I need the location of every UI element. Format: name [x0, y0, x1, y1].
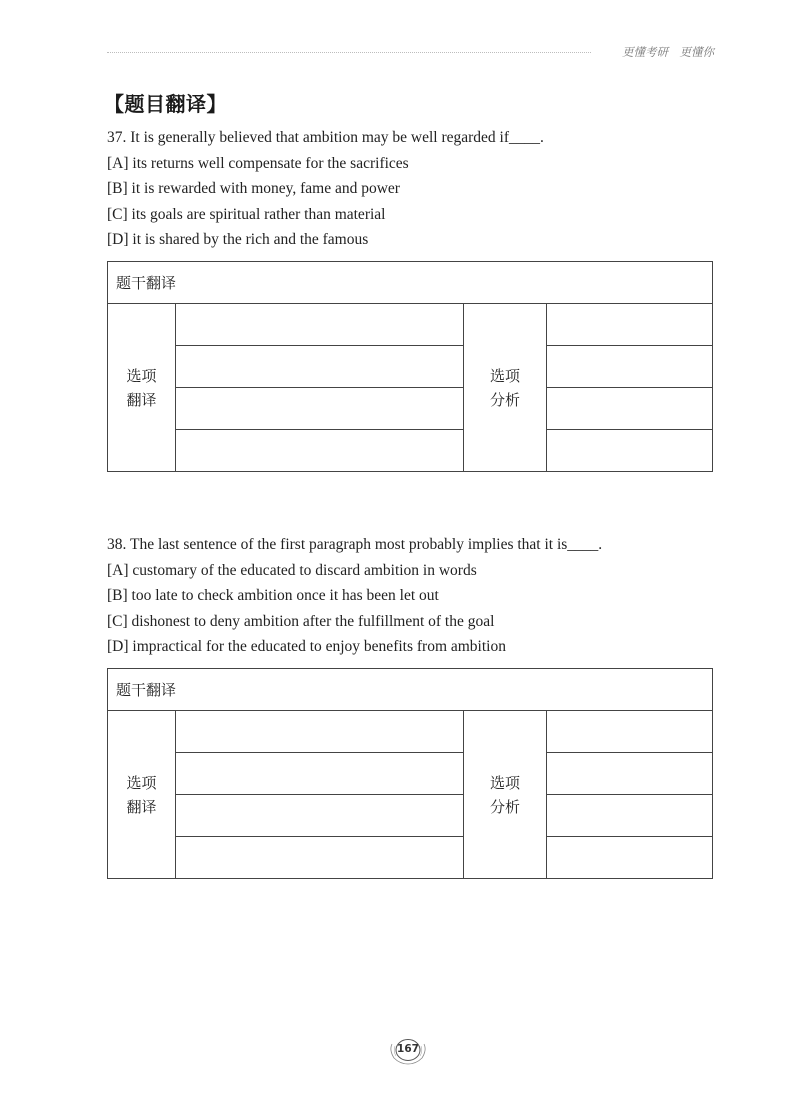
option-a: [A] customary of the educated to discard ambition in words	[107, 561, 477, 579]
option-d: [D] impractical for the educated to enjoy benefits from ambition	[107, 638, 506, 655]
question-stem: 38. The last sentence of the first paragraph most probably implies that it is____.	[107, 536, 603, 553]
option-translation-cell[interactable]	[176, 753, 464, 795]
option-a: [A] its returns well compensate for the sacrifices	[107, 154, 409, 172]
stem-translation-label: 题干翻译	[108, 262, 713, 304]
option-analysis-cell[interactable]	[547, 753, 713, 795]
option-analysis-cell[interactable]	[547, 795, 713, 837]
answer-table-37	[107, 261, 713, 472]
label-line: 选项	[489, 773, 520, 792]
option-translation-cell[interactable]	[176, 388, 464, 430]
label-line: 选项	[126, 773, 157, 792]
option-analysis-label	[464, 304, 547, 472]
option-translation-cell[interactable]	[176, 346, 464, 388]
option-d: [D] it is shared by the rich and the famous	[107, 231, 369, 248]
option-translation-label	[108, 711, 176, 879]
header-slogan: 更懂考研 更懂你	[622, 45, 714, 59]
option-analysis-cell[interactable]	[547, 430, 713, 472]
stem-translation-label: 题干翻译	[108, 669, 713, 711]
option-analysis-cell[interactable]	[547, 837, 713, 879]
option-analysis-cell[interactable]	[547, 346, 713, 388]
question-stem: 37. It is generally believed that ambition may be well regarded if____.	[107, 129, 544, 146]
option-translation-label	[108, 304, 176, 472]
page-number: 167	[397, 1043, 419, 1055]
option-translation-cell[interactable]	[176, 430, 464, 472]
option-analysis-cell[interactable]	[547, 711, 713, 753]
option-c: [C] its goals are spiritual rather than material	[107, 205, 386, 223]
page-number-badge	[386, 1034, 430, 1068]
header-divider	[107, 52, 591, 53]
label-line: 分析	[489, 797, 520, 816]
option-analysis-label	[464, 711, 547, 879]
option-analysis-cell[interactable]	[547, 304, 713, 346]
question-37	[107, 125, 717, 253]
option-b: [B] it is rewarded with money, fame and power	[107, 180, 400, 197]
option-analysis-cell[interactable]	[547, 388, 713, 430]
option-translation-cell[interactable]	[176, 837, 464, 879]
option-translation-cell[interactable]	[176, 795, 464, 837]
label-line: 分析	[489, 390, 520, 409]
option-c: [C] dishonest to deny ambition after the fulfillment of the goal	[107, 612, 495, 630]
label-line: 翻译	[126, 390, 157, 409]
section-title: 【题目翻译】	[104, 92, 227, 116]
label-line: 选项	[126, 366, 157, 385]
option-b: [B] too late to check ambition once it has been let out	[107, 587, 439, 604]
answer-table-38	[107, 668, 713, 879]
label-line: 选项	[489, 366, 520, 385]
question-38	[107, 532, 717, 660]
option-translation-cell[interactable]	[176, 304, 464, 346]
option-translation-cell[interactable]	[176, 711, 464, 753]
label-line: 翻译	[126, 797, 157, 816]
